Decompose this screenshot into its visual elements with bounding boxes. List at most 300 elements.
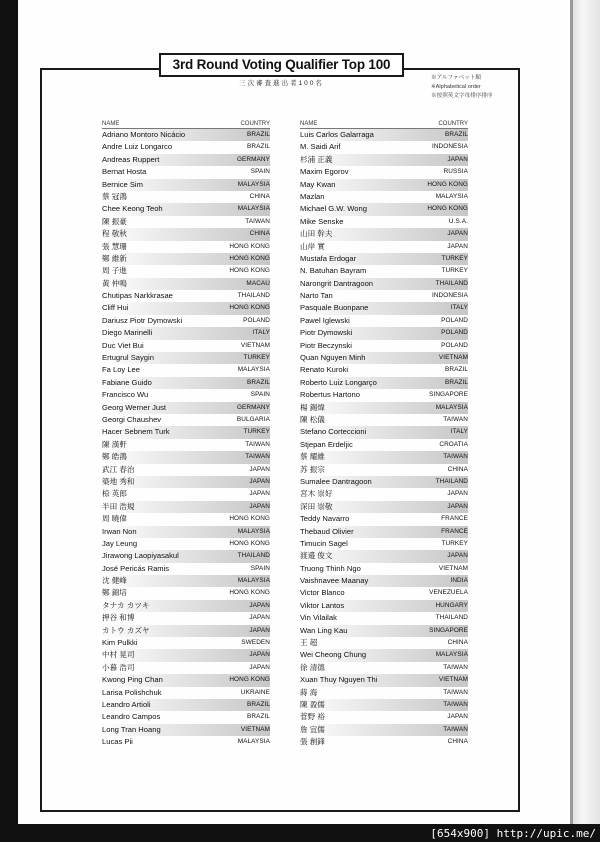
participant-country: HONG KONG: [229, 515, 270, 523]
list-item: [102, 315, 270, 327]
participant-country: HONG KONG: [229, 539, 270, 547]
participant-name: Irwan Non: [102, 526, 137, 536]
participant-name: Jirawong Laopiyasakul: [102, 551, 179, 561]
participant-name: Renato Kuroki: [300, 365, 349, 375]
participant-country: THAILAND: [237, 552, 270, 560]
list-item: [300, 575, 468, 587]
list-item: [102, 141, 270, 153]
list-item: [300, 166, 468, 178]
country-header: COUNTRY: [240, 121, 270, 127]
participant-country: JAPAN: [249, 601, 270, 609]
participant-country: GERMANY: [236, 403, 270, 411]
list-item: [102, 625, 270, 637]
participant-name: Stjepan Erdeljic: [300, 439, 353, 449]
participant-name: Kwong Ping Chan: [102, 675, 163, 685]
participant-name: Kim Pulkki: [102, 638, 138, 648]
participant-name: Pasquale Buonpane: [300, 303, 369, 313]
note-english: ※Alphabetical order: [431, 84, 481, 90]
participant-name: 深田 崇敬: [300, 501, 333, 511]
participant-country: BRAZIL: [247, 713, 270, 721]
list-item: [300, 241, 468, 253]
participant-country: JAPAN: [249, 614, 270, 622]
participant-name: Francisco Wu: [102, 390, 149, 400]
participant-name: Mazlan: [300, 191, 325, 201]
participant-name: 武江 春治: [102, 464, 135, 474]
participant-name: 鄭 錦培: [102, 588, 127, 598]
participant-country: SPAIN: [250, 564, 270, 572]
participant-country: TAIWAN: [245, 453, 270, 461]
list-item: [300, 464, 468, 476]
list-item: [102, 699, 270, 711]
list-item: [300, 736, 468, 748]
list-item: [300, 265, 468, 277]
participant-name: 押谷 和博: [102, 613, 135, 623]
participant-name: Piotr Dymowski: [300, 328, 353, 338]
watermark: [654x900] http://upic.me/: [430, 827, 596, 840]
participant-country: JAPAN: [447, 242, 468, 250]
list-item: [300, 724, 468, 736]
participant-country: MALAYSIA: [237, 205, 270, 213]
list-item: [300, 600, 468, 612]
participant-name: 宮木 崇好: [300, 489, 333, 499]
notes: [431, 74, 493, 101]
participant-country: MALAYSIA: [237, 577, 270, 585]
participant-name: Andre Luiz Longarco: [102, 142, 173, 152]
participant-name: 程 敬秋: [102, 229, 127, 239]
list-item: [102, 191, 270, 203]
participant-country: HONG KONG: [229, 589, 270, 597]
participant-name: Vaishnavee Maanay: [300, 576, 369, 586]
list-item: [300, 699, 468, 711]
participant-country: JAPAN: [249, 502, 270, 510]
participant-name: 山田 幹夫: [300, 229, 333, 239]
participant-country: HONG KONG: [427, 205, 468, 213]
participant-name: Maxim Egorov: [300, 167, 349, 177]
list-item: [300, 302, 468, 314]
list-item: [102, 253, 270, 265]
left-column: [102, 118, 270, 749]
participant-name: 小暮 浩司: [102, 662, 135, 672]
participant-country: TAIWAN: [443, 415, 468, 423]
participant-name: 菅野 裕: [300, 712, 325, 722]
participant-name: 黃 仲鳴: [102, 278, 127, 288]
left-column-header: [102, 118, 270, 129]
list-item: [300, 191, 468, 203]
participant-name: 徐 清德: [300, 662, 325, 672]
participant-country: SINGAPORE: [429, 391, 468, 399]
participant-name: Sumalee Dantragoon: [300, 476, 372, 486]
participant-name: Timucin Sagel: [300, 538, 348, 548]
participant-name: Mustafa Erdogar: [300, 253, 357, 263]
list-item: [300, 625, 468, 637]
participant-country: UKRAINE: [240, 688, 270, 696]
participant-country: THAILAND: [237, 292, 270, 300]
participant-country: ITALY: [450, 304, 468, 312]
participant-country: U.S.A.: [448, 217, 468, 225]
title-box: [159, 53, 404, 77]
participant-country: BRAZIL: [445, 131, 468, 138]
list-item: [300, 315, 468, 327]
participant-name: 蒔 海: [300, 687, 318, 697]
list-item: [102, 687, 270, 699]
participant-country: CHINA: [447, 639, 468, 647]
list-item: [102, 352, 270, 364]
participant-country: JAPAN: [249, 651, 270, 659]
participant-name: Michael G.W. Wong: [300, 204, 367, 214]
participant-name: Jay Leung: [102, 538, 138, 548]
list-item: [300, 563, 468, 575]
list-item: [300, 476, 468, 488]
participant-name: Leandro Campos: [102, 712, 161, 722]
list-item: [102, 364, 270, 376]
participant-country: BRAZIL: [445, 366, 468, 374]
name-header: NAME: [300, 121, 318, 127]
list-item: [102, 228, 270, 240]
participant-name: Fabiane Guido: [102, 377, 152, 387]
list-item: [102, 563, 270, 575]
participant-name: N. Batuhan Bayram: [300, 266, 367, 276]
participant-name: Hacer Sebnem Turk: [102, 427, 170, 437]
participant-name: Fa Loy Lee: [102, 365, 140, 375]
participant-name: Narongrit Dantragoon: [300, 278, 374, 288]
list-item: [300, 129, 468, 141]
participant-country: THAILAND: [435, 614, 468, 622]
participant-name: Teddy Navarro: [300, 514, 350, 524]
participant-name: Robertus Hartono: [300, 390, 360, 400]
book-spine: [570, 0, 600, 824]
participant-country: INDONESIA: [431, 143, 468, 151]
list-item: [300, 612, 468, 624]
list-item: [300, 538, 468, 550]
participant-country: VIETNAM: [240, 341, 270, 349]
list-item: [300, 526, 468, 538]
participant-country: TAIWAN: [245, 440, 270, 448]
participant-country: MALAYSIA: [435, 403, 468, 411]
participant-name: Wei Cheong Chung: [300, 650, 367, 660]
participant-country: TURKEY: [441, 267, 468, 275]
participant-name: Stefano Corteccioni: [300, 427, 367, 437]
country-header: COUNTRY: [438, 121, 468, 127]
participant-name: Diego Marinelli: [102, 328, 153, 338]
participant-name: 張 慧珊: [102, 241, 127, 251]
list-item: [102, 278, 270, 290]
participant-country: TAIWAN: [443, 700, 468, 708]
participant-name: José Pericás Ramis: [102, 563, 170, 573]
participant-name: 周 曉偉: [102, 514, 127, 524]
participant-name: Leandro Artioli: [102, 699, 151, 709]
list-item: [300, 687, 468, 699]
participant-name: 張 創鋒: [300, 737, 325, 747]
participant-country: SINGAPORE: [429, 626, 468, 634]
participant-country: JAPAN: [447, 713, 468, 721]
participant-country: JAPAN: [249, 663, 270, 671]
participant-name: Victor Blanco: [300, 588, 345, 598]
list-item: [102, 203, 270, 215]
participant-country: FRANCE: [441, 527, 468, 535]
participant-country: HONG KONG: [229, 242, 270, 250]
participant-country: VIETNAM: [240, 725, 270, 733]
list-item: [102, 377, 270, 389]
list-item: [300, 203, 468, 215]
participant-country: JAPAN: [249, 465, 270, 473]
list-item: [300, 377, 468, 389]
list-item: [102, 179, 270, 191]
participant-name: 山岸 實: [300, 241, 325, 251]
list-item: [102, 724, 270, 736]
list-item: [300, 290, 468, 302]
list-item: [300, 674, 468, 686]
participant-country: MALAYSIA: [435, 651, 468, 659]
participant-country: POLAND: [441, 329, 468, 337]
participant-country: CHINA: [447, 738, 468, 746]
participant-country: HONG KONG: [427, 180, 468, 188]
list-item: [102, 674, 270, 686]
participant-name: タナカ カツキ: [102, 600, 150, 610]
participant-country: HONG KONG: [229, 304, 270, 312]
list-item: [102, 426, 270, 438]
participant-country: ITALY: [450, 428, 468, 436]
participant-country: ITALY: [252, 329, 270, 337]
participant-name: 鄭 維新: [102, 253, 127, 263]
list-item: [102, 501, 270, 513]
participant-country: INDONESIA: [431, 292, 468, 300]
participant-country: SPAIN: [250, 168, 270, 176]
list-item: [300, 216, 468, 228]
list-item: [300, 364, 468, 376]
list-item: [102, 464, 270, 476]
participant-country: VIETNAM: [438, 564, 468, 572]
list-item: [102, 587, 270, 599]
participant-name: 半田 浩規: [102, 501, 135, 511]
participant-name: Vin Vilailak: [300, 613, 337, 623]
participant-country: MACAU: [246, 279, 270, 287]
participant-country: JAPAN: [447, 490, 468, 498]
participant-name: Larisa Polishchuk: [102, 687, 162, 697]
list-item: [300, 389, 468, 401]
participant-name: Bernice Sim: [102, 179, 143, 189]
participant-name: Ertugrul Saygin: [102, 353, 154, 363]
list-item: [300, 327, 468, 339]
participant-country: HONG KONG: [229, 267, 270, 275]
list-item: [300, 228, 468, 240]
participant-country: HONG KONG: [229, 676, 270, 684]
participant-name: Adriano Montoro Nicácio: [102, 130, 186, 139]
list-item: [102, 216, 270, 228]
participant-name: Luis Carlos Galarraga: [300, 130, 374, 139]
participant-name: Chee Keong Teoh: [102, 204, 163, 214]
participant-country: VIETNAM: [438, 676, 468, 684]
participant-name: Wan Ling Kau: [300, 625, 348, 635]
note-japanese: ※アルファベット順: [431, 75, 482, 81]
participant-country: BRAZIL: [247, 143, 270, 151]
participant-country: JAPAN: [447, 155, 468, 163]
page-title: 3rd Round Voting Qualifier Top 100: [172, 57, 391, 72]
list-item: [300, 662, 468, 674]
list-item: [102, 649, 270, 661]
participant-name: 蔡 耀維: [300, 452, 325, 462]
list-item: [300, 253, 468, 265]
name-header: NAME: [102, 121, 120, 127]
list-item: [102, 302, 270, 314]
participant-country: TAIWAN: [245, 217, 270, 225]
participant-country: JAPAN: [447, 230, 468, 238]
participant-name: 蔡 冠鴻: [102, 191, 127, 201]
list-item: [300, 154, 468, 166]
participant-name: Truong Thinh Ngo: [300, 563, 361, 573]
participant-country: MALAYSIA: [237, 738, 270, 746]
participant-country: VIETNAM: [438, 354, 468, 362]
participant-country: HONG KONG: [229, 254, 270, 262]
participant-name: Quan Nguyen Minh: [300, 353, 366, 363]
participant-country: TURKEY: [243, 428, 270, 436]
page-subtitle: 三次審査進出者100名: [239, 80, 324, 87]
participant-country: TURKEY: [243, 354, 270, 362]
participant-country: TAIWAN: [443, 663, 468, 671]
participant-country: TURKEY: [441, 539, 468, 547]
list-item: [102, 550, 270, 562]
participant-country: CHINA: [249, 230, 270, 238]
list-item: [300, 649, 468, 661]
participant-country: SPAIN: [250, 391, 270, 399]
participant-country: TURKEY: [441, 254, 468, 262]
list-item: [102, 575, 270, 587]
list-item: [102, 414, 270, 426]
participant-name: Chutipas Narkkrasae: [102, 291, 173, 301]
list-item: [300, 179, 468, 191]
participant-name: 陳 盈儒: [300, 699, 325, 709]
participant-name: May Kwan: [300, 179, 336, 189]
right-column-header: [300, 118, 468, 129]
list-item: [102, 327, 270, 339]
list-item: [300, 402, 468, 414]
participant-country: POLAND: [243, 316, 270, 324]
participant-name: Andreas Ruppert: [102, 154, 160, 164]
list-item: [102, 612, 270, 624]
participant-name: 鄭 皓鴻: [102, 452, 127, 462]
participant-country: SWEDEN: [241, 639, 270, 647]
list-item: [300, 488, 468, 500]
participant-name: Long Tran Hoang: [102, 724, 161, 734]
participant-country: POLAND: [441, 316, 468, 324]
list-item: [300, 637, 468, 649]
list-item: [300, 711, 468, 723]
participant-country: TAIWAN: [443, 725, 468, 733]
participant-country: MALAYSIA: [237, 180, 270, 188]
participant-country: INDIA: [450, 577, 468, 585]
participant-name: Narto Tan: [300, 291, 333, 301]
participant-country: JAPAN: [249, 490, 270, 498]
participant-country: BRAZIL: [445, 378, 468, 386]
participant-country: VENEZUELA: [429, 589, 468, 597]
participant-country: HUNGARY: [435, 601, 468, 609]
list-item: [102, 637, 270, 649]
participant-name: 苏 振宗: [300, 464, 325, 474]
list-item: [102, 265, 270, 277]
participant-name: Georg Werner Just: [102, 402, 167, 412]
list-item: [300, 513, 468, 525]
list-item: [300, 340, 468, 352]
list-item: [300, 550, 468, 562]
participant-name: Bernat Hosta: [102, 167, 147, 177]
participant-name: Pawel Iglewski: [300, 315, 350, 325]
list-item: [102, 129, 270, 141]
participant-name: 沈 健峰: [102, 576, 127, 586]
list-item: [102, 290, 270, 302]
participant-country: GERMANY: [236, 155, 270, 163]
participant-name: 楊 錫煒: [300, 402, 325, 412]
participant-name: M. Saidi Arif: [300, 142, 341, 152]
participant-country: BRAZIL: [247, 700, 270, 708]
list-item: [102, 154, 270, 166]
participant-country: TAIWAN: [443, 688, 468, 696]
participant-name: 椋 英郎: [102, 489, 127, 499]
list-item: [102, 662, 270, 674]
list-item: [102, 402, 270, 414]
participant-name: Roberto Luiz Longarço: [300, 377, 377, 387]
list-item: [300, 451, 468, 463]
participant-country: BRAZIL: [247, 378, 270, 386]
participant-name: Piotr Beczynski: [300, 340, 352, 350]
list-item: [102, 600, 270, 612]
participant-country: JAPAN: [447, 552, 468, 560]
list-item: [102, 488, 270, 500]
participant-country: CHINA: [249, 192, 270, 200]
list-item: [300, 501, 468, 513]
participant-country: JAPAN: [249, 626, 270, 634]
participant-country: CHINA: [447, 465, 468, 473]
list-item: [300, 278, 468, 290]
participant-name: 詹 宜儒: [300, 724, 325, 734]
participant-country: TAIWAN: [443, 453, 468, 461]
list-item: [102, 711, 270, 723]
list-item: [102, 389, 270, 401]
participant-country: FRANCE: [441, 515, 468, 523]
list-item: [300, 141, 468, 153]
list-item: [300, 414, 468, 426]
participant-country: MALAYSIA: [237, 527, 270, 535]
list-item: [300, 587, 468, 599]
participant-name: Dariusz Piotr Dymowski: [102, 315, 183, 325]
list-item: [300, 439, 468, 451]
right-column: [300, 118, 468, 749]
participant-country: RUSSIA: [443, 168, 468, 176]
participant-name: 杉浦 正義: [300, 154, 333, 164]
list-item: [102, 526, 270, 538]
list-item: [102, 451, 270, 463]
participant-name: 中村 晃司: [102, 650, 135, 660]
participant-country: POLAND: [441, 341, 468, 349]
participant-name: Lucas Pii: [102, 737, 133, 747]
participant-name: 陳 松儀: [300, 414, 325, 424]
participant-name: 王 超: [300, 638, 318, 648]
list-item: [102, 476, 270, 488]
participant-name: 陳 漢軒: [102, 439, 127, 449]
participant-country: JAPAN: [249, 477, 270, 485]
list-item: [300, 426, 468, 438]
participant-country: THAILAND: [435, 279, 468, 287]
participant-name: Georgi Chaushev: [102, 414, 162, 424]
list-item: [102, 736, 270, 748]
list-item: [102, 538, 270, 550]
note-chinese: ※按照英文字母排序排序: [431, 93, 493, 99]
participant-name: Viktor Lantos: [300, 600, 345, 610]
list-item: [102, 340, 270, 352]
participant-name: 陳 振豪: [102, 216, 127, 226]
participant-country: MALAYSIA: [435, 192, 468, 200]
list-item: [102, 166, 270, 178]
list-item: [102, 439, 270, 451]
participant-country: CROATIA: [439, 440, 468, 448]
